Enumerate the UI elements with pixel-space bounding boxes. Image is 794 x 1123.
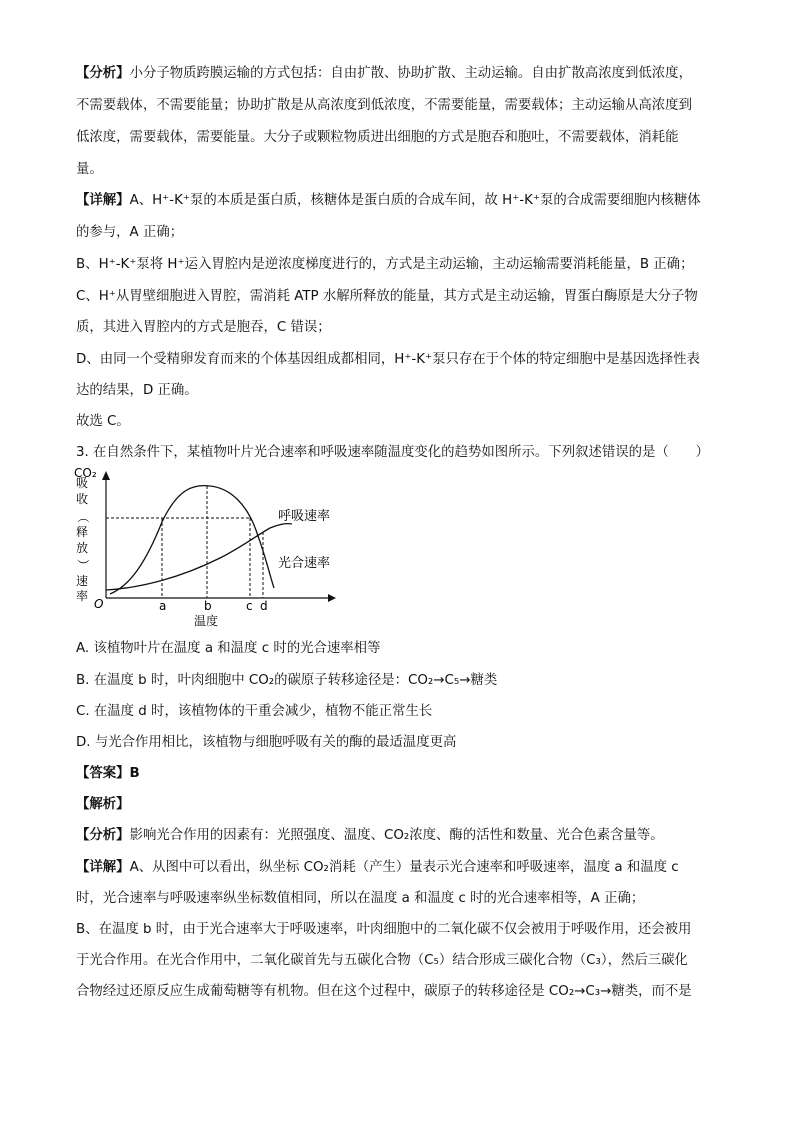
q3-analysis-text: 影响光合作用的因素有：光照强度、温度、CO₂浓度、酶的活性和数量、光合色素含量等。 — [129, 828, 664, 843]
q3-detail-a2: 时，光合速率与呼吸速率纵坐标数值相同，所以在温度 a 和温度 c 时的光合速率相等，A 正确； — [76, 891, 645, 906]
y-axis-label-char: 收 — [76, 492, 89, 506]
detail-line-b1: B、H⁺-K⁺泵将 H⁺运入胃腔内是逆浓度梯度进行的，方式是主动运输，主动运输需要消耗能量，B 正确； — [76, 257, 694, 272]
y-axis-label-char: 率 — [76, 589, 89, 603]
option-b: B. 在温度 b 时，叶肉细胞中 CO₂的碳原子转移途径是：CO₂→C₅→糖类 — [76, 673, 498, 688]
detail-line-a2: 的参与，A 正确； — [76, 225, 184, 240]
option-c: C. 在温度 d 时，该植物体的干重会减少，植物不能正常生长 — [76, 704, 433, 719]
y-axis-label-char: 吸 — [76, 476, 89, 490]
y-axis-label-co2: CO₂ — [74, 466, 97, 480]
x-axis-label: 温度 — [194, 614, 219, 628]
detail-line-d2: 达的结果，D 正确。 — [76, 383, 198, 398]
answer: 【答案】B — [76, 766, 140, 781]
detail-line-d1: D、由同一个受精卵发育而来的个体基因组成都相同，H⁺-K⁺泵只存在于个体的特定细胞中是基因选择性表 — [76, 352, 700, 367]
q3-detail-a1 — [76, 858, 726, 878]
q3-detail-b2: 于光合作用。在光合作用中，二氧化碳首先与五碳化合物（C₅）结合形成三碳化合物（C₃），然后三碳化 — [76, 953, 688, 968]
respiration-label: 呼吸速率 — [278, 509, 331, 524]
y-axis-label-char: （ — [76, 511, 90, 524]
tick-a: a — [159, 599, 167, 613]
respiration-curve — [106, 524, 292, 590]
x-axis-arrow-icon — [328, 594, 336, 602]
option-a: A. 该植物叶片在温度 a 和温度 c 时的光合速率相等 — [76, 641, 381, 656]
q3-analysis-line — [76, 826, 726, 846]
y-axis-label-char: 放 — [76, 541, 89, 555]
y-axis-label-char: ） — [76, 559, 90, 572]
y-axis-label-char: 释 — [76, 525, 89, 539]
analysis-line-3: 低浓度，需要载体，需要能量。大分子或颗粒物质进出细胞的方式是胞吞和胞吐，不需要载体，消耗能 — [76, 130, 679, 145]
analysis-heading: 【解析】 — [76, 797, 130, 812]
analysis-line-4: 量。 — [76, 162, 103, 177]
q3-detail-b3: 合物经过还原反应生成葡萄糖等有机物。但在这个过程中，碳原子的转移途径是 CO₂→C₃→糖类，而不是 — [76, 984, 692, 999]
y-axis-label-char: 速 — [76, 574, 89, 588]
q3-detail-tag: 【详解】 — [76, 860, 130, 875]
detail-line-c2: 质，其进入胃腔内的方式是胞吞，C 错误； — [76, 320, 331, 335]
detail-line-c1: C、H⁺从胃壁细胞进入胃腔，需消耗 ATP 水解所释放的能量，其方式是主动运输，胃蛋白酶原是大分子物 — [76, 289, 698, 304]
detail-a1-text: A、H⁺-K⁺泵的本质是蛋白质，核糖体是蛋白质的合成车间，故 H⁺-K⁺泵的合成需要细胞内核糖体 — [129, 193, 701, 208]
photosynthesis-curve — [110, 486, 274, 594]
detail-line-a1 — [76, 191, 726, 211]
analysis-tag: 【分析】 — [76, 66, 130, 81]
analysis-line-2: 不需要载体，不需要能量；协助扩散是从高浓度到低浓度，不需要能量，需要载体；主动运输从高浓度到 — [76, 98, 692, 113]
option-d: D. 与光合作用相比，该植物与细胞呼吸有关的酶的最适温度更高 — [76, 735, 457, 750]
tick-b: b — [204, 599, 212, 613]
choose-c: 故选 C。 — [76, 414, 130, 429]
analysis-line-1 — [76, 64, 726, 84]
analysis-text-1: 小分子物质跨膜运输的方式包括：自由扩散、协助扩散、主动运输。自由扩散高浓度到低浓度， — [129, 66, 692, 81]
photosynthesis-label: 光合速率 — [278, 556, 331, 571]
q3-detail-b1: B、在温度 b 时，由于光合速率大于呼吸速率，叶肉细胞中的二氧化碳不仅会被用于呼吸作用，还会被用 — [76, 922, 692, 937]
y-axis-arrow-icon — [102, 471, 110, 480]
q3-analysis-tag: 【分析】 — [76, 828, 130, 843]
tick-d: d — [260, 599, 268, 613]
tick-c: c — [246, 599, 253, 613]
detail-tag: 【详解】 — [76, 193, 130, 208]
origin-label: O — [94, 597, 104, 611]
y-axis-label-chars — [76, 476, 90, 603]
temperature-rate-graph — [70, 466, 350, 632]
question-3-stem: 3. 在自然条件下，某植物叶片光合速率和呼吸速率随温度变化的趋势如图所示。下列叙述错误的是（ ） — [76, 445, 709, 460]
q3-detail-a1-text: A、从图中可以看出，纵坐标 CO₂消耗（产生）量表示光合速率和呼吸速率，温度 a 和温度 c — [129, 860, 679, 875]
